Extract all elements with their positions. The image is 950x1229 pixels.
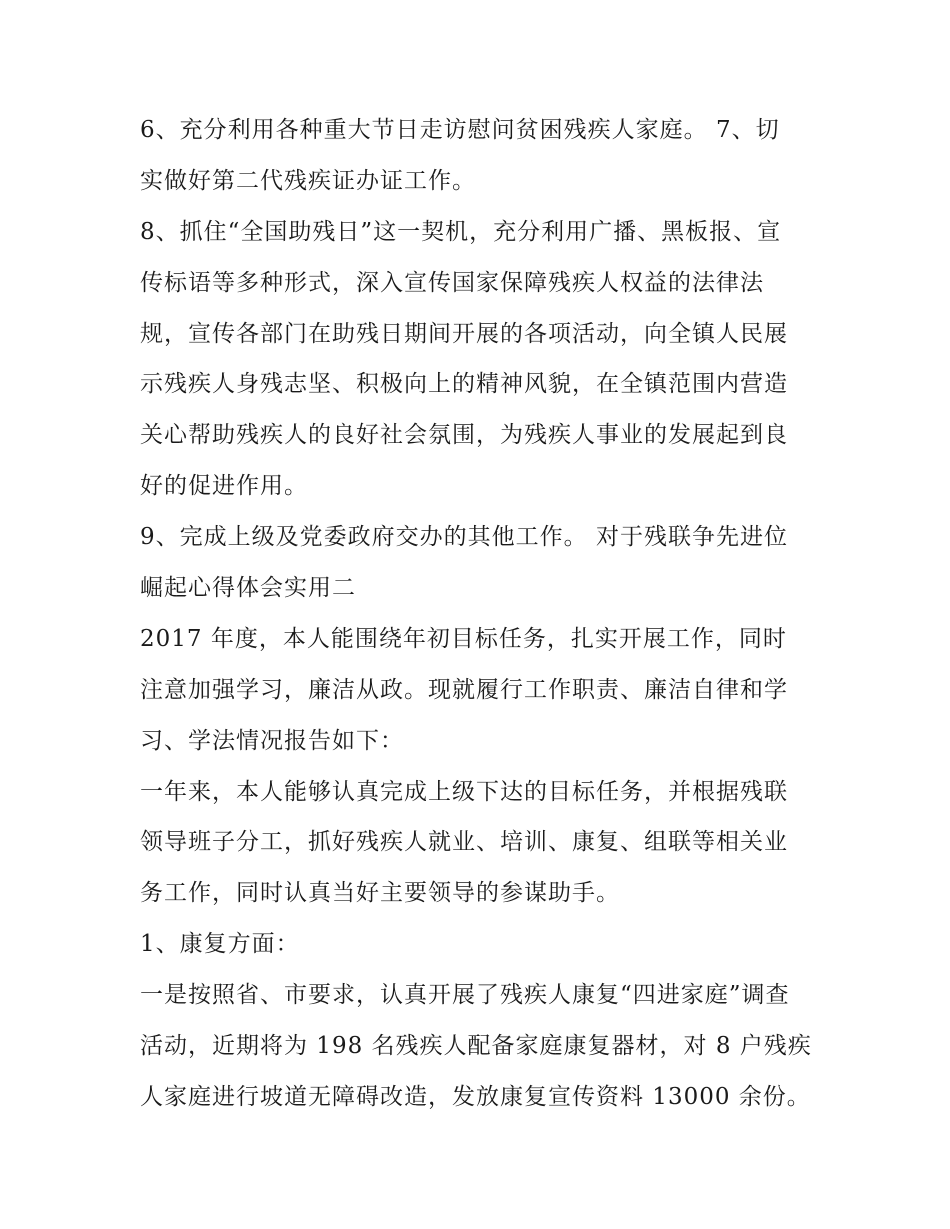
text-line: 一年来，本人能够认真完成上级下达的目标任务，并根据残联 <box>140 778 788 805</box>
text-line: 活动，近期将为 198 名残疾人配备家庭康复器材，对 8 户残疾 <box>140 1033 812 1060</box>
text-line: 6、充分利用各种重大节日走访慰问贫困残疾人家庭。 7、切 <box>140 117 780 143</box>
text-line: 示残疾人身残志坚、积极向上的精神风貌，在全镇范围内营造 <box>140 371 788 398</box>
text-line: 实做好第二代残疾证办证工作。 <box>140 167 476 194</box>
text-line: 规，宣传各部门在助残日期间开展的各项活动，向全镇人民展 <box>140 320 788 347</box>
text-line: 习、学法情况报告如下： <box>140 727 404 754</box>
text-line: 崛起心得体会实用二 <box>140 575 356 602</box>
text-line: 传标语等多种形式，深入宣传国家保障残疾人权益的法律法 <box>140 269 764 296</box>
text-line: 好的促进作用。 <box>140 473 308 500</box>
text-line: 领导班子分工，抓好残疾人就业、培训、康复、组联等相关业 <box>140 829 788 856</box>
text-line: 注意加强学习，廉洁从政。现就履行工作职责、廉洁自律和学 <box>140 676 788 703</box>
document-body <box>140 105 820 1123</box>
text-line: 一是按照省、市要求，认真开展了残疾人康复“四进家庭”调查 <box>140 982 790 1009</box>
text-line: 9、完成上级及党委政府交办的其他工作。 对于残联争先进位 <box>140 524 788 551</box>
text-line: 务工作，同时认真当好主要领导的参谋助手。 <box>140 880 620 907</box>
text-line: 2017 年度，本人能围绕年初目标任务，扎实开展工作，同时 <box>140 625 787 652</box>
text-line: 8、抓住“全国助残日”这一契机，充分利用广播、黑板报、宣 <box>140 218 782 245</box>
text-line: 人家庭进行坡道无障碍改造，发放康复宣传资料 13000 余份。 <box>140 1083 811 1110</box>
text-line: 关心帮助残疾人的良好社会氛围，为残疾人事业的发展起到良 <box>140 422 788 449</box>
text-line: 1、康复方面： <box>140 931 300 958</box>
